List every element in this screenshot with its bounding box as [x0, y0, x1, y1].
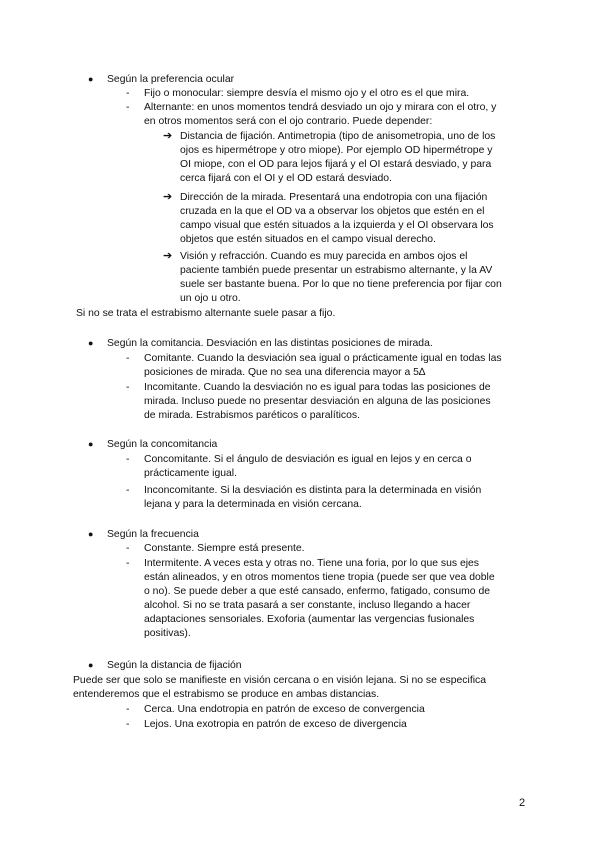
sub-direccion-l4: objetos que estén situados en el campo visual derecho.	[180, 234, 436, 245]
arrow-right-icon: ➔	[163, 250, 173, 262]
dash-icon: -	[126, 353, 130, 364]
dash-icon: -	[126, 88, 130, 99]
item-intermitente-l5: adaptaciones sensoriales. Exoforia (aumentar las vergencias fusionales	[144, 614, 475, 625]
item-alternante-l2: en otros momentos será con el ojo contrario. Puede depender:	[144, 116, 433, 127]
item-comitante-l2: posiciones de mirada. Que no sea una diferencia mayor a 5∆	[144, 367, 426, 378]
sub-direccion-l2: cruzada en la que el OD va a observar los objetos que estén en el	[180, 206, 485, 217]
dash-icon: -	[126, 719, 130, 730]
item-intermitente-l6: positivas).	[144, 628, 191, 639]
paragraph-distancia-l2: entenderemos que el estrabismo se produce en ambas distancias.	[73, 689, 380, 700]
item-cerca: Cerca. Una endotropia en patrón de exceso de convergencia	[144, 704, 425, 715]
bullet-icon: ●	[88, 439, 94, 449]
sub-direccion-l1: Dirección de la mirada. Presentará una endotropia con una fijación	[180, 192, 488, 203]
item-intermitente-l2: están alineados, y en otros momentos tiene tropia (puede ser que vea doble	[144, 572, 495, 583]
sub-vision-l4: un ojo u otro.	[180, 293, 241, 304]
sub-vision-l3: suele ser bastante buena. Por lo que no tiene preferencia por fijar con	[180, 279, 502, 290]
dash-icon: -	[126, 454, 130, 465]
bullet-icon: ●	[88, 660, 94, 670]
item-fijo: Fijo o monocular: siempre desvía el mismo ojo y el otro es el que mira.	[144, 88, 470, 99]
arrow-right-icon: ➔	[163, 130, 173, 142]
item-intermitente-l1: Intermitente. A veces esta y otras no. Tiene una foria, por lo que sus ejes	[144, 558, 480, 569]
sub-distancia-l2: ojos es hipermétrope y otro miope). Por ejemplo OD hipermétrope y	[180, 145, 493, 156]
dash-icon: -	[126, 558, 130, 569]
item-constante: Constante. Siempre está presente.	[144, 543, 305, 554]
arrow-right-icon: ➔	[163, 191, 173, 203]
item-comitante-l1: Comitante. Cuando la desviación sea igual o prácticamente igual en todas las	[144, 353, 502, 364]
dash-icon: -	[126, 382, 130, 393]
item-alternante-l1: Alternante: en unos momentos tendrá desviado un ojo y mirara con el otro, y	[144, 102, 497, 113]
section-heading-preferencia: Según la preferencia ocular	[107, 74, 235, 85]
dash-icon: -	[126, 704, 130, 715]
item-concomitante-l2: prácticamente igual.	[144, 468, 237, 479]
sub-direccion-l3: campo visual que estén situados a la izquierda y el OI observara los	[180, 220, 494, 231]
sub-distancia-l4: cerca fijará con el OI y el OD estará desviado.	[180, 173, 392, 184]
bullet-icon: ●	[88, 338, 94, 348]
section-heading-frecuencia: Según la frecuencia	[107, 529, 199, 540]
sub-distancia-l3: OI miope, con el OD para lejos fijará y el OI estará desviado, y para	[180, 159, 492, 170]
note-alternante: Si no se trata el estrabismo alternante suele pasar a fijo.	[76, 308, 336, 319]
item-inconcomitante-l1: Inconcomitante. Si la desviación es distinta para la determinada en visión	[144, 485, 482, 496]
section-heading-comitancia: Según la comitancia. Desviación en las distintas posiciones de mirada.	[107, 338, 433, 349]
dash-icon: -	[126, 543, 130, 554]
item-incomitante-l2: mirada. Incluso puede no presentar desviación en alguna de las posiciones	[144, 396, 491, 407]
sub-vision-l1: Visión y refracción. Cuando es muy parecida en ambos ojos el	[180, 251, 468, 262]
item-lejos: Lejos. Una exotropia en patrón de exceso de divergencia	[144, 719, 407, 730]
bullet-icon: ●	[88, 74, 94, 84]
bullet-icon: ●	[88, 529, 94, 539]
item-concomitante-l1: Concomitante. Si el ángulo de desviación es igual en lejos y en cerca o	[144, 454, 472, 465]
dash-icon: -	[126, 102, 130, 113]
section-heading-distancia: Según la distancia de fijación	[107, 660, 242, 671]
section-heading-concomitancia: Según la concomitancia	[107, 439, 218, 450]
page-number: 2	[519, 797, 526, 809]
paragraph-distancia-l1: Puede ser que solo se manifieste en visión cercana o en visión lejana. Si no se especifica	[73, 675, 486, 686]
item-intermitente-l3: o no). Se puede deber a que esté cansado, enfermo, fatigado, consumo de	[144, 586, 491, 597]
item-inconcomitante-l2: lejana y para la determinada en visión cercana.	[144, 499, 362, 510]
dash-icon: -	[126, 485, 130, 496]
sub-vision-l2: paciente también puede presentar un estrabismo alternante, y la AV	[180, 265, 493, 276]
item-intermitente-l4: alcohol. Si no se trata pasará a ser constante, incluso llegando a hacer	[144, 600, 471, 611]
item-incomitante-l3: de mirada. Estrabismos paréticos o paralíticos.	[144, 410, 360, 421]
item-incomitante-l1: Incomitante. Cuando la desviación no es igual para todas las posiciones de	[144, 382, 491, 393]
sub-distancia-l1: Distancia de fijación. Antimetropia (tipo de anisometropia, uno de los	[180, 131, 496, 142]
